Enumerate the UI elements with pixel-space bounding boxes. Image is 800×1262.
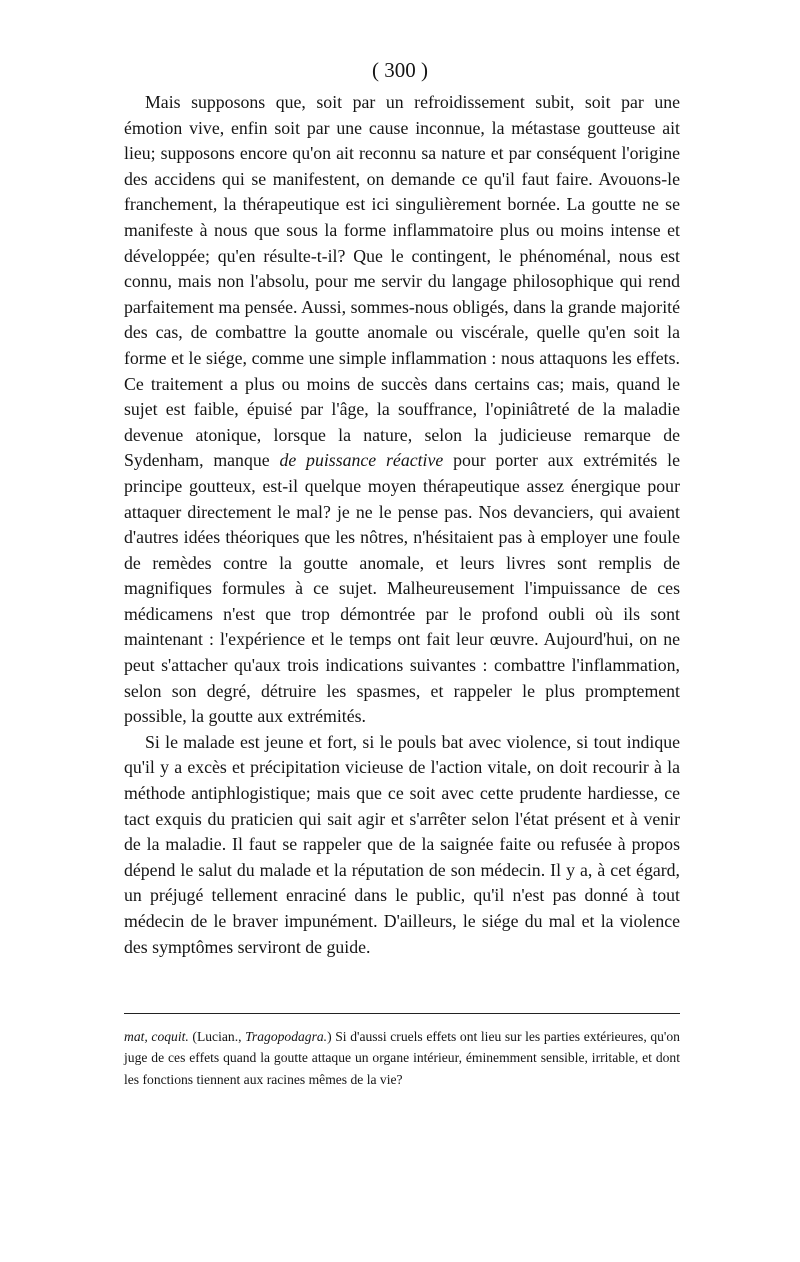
footnote-source-open: (Lucian.,: [192, 1029, 242, 1044]
footnote-source-close: ): [327, 1029, 332, 1044]
page-number: ( 300 ): [372, 58, 428, 82]
paragraph-2: Si le malade est jeune et fort, si le pouls bat avec violence, si tout indique qu'il y a excès et précipitation vicieuse de l'action vitale, on doit recourir à la méthode antiphlogistique; mais que ce soit avec cette prudente hardiesse, ce tact exquis du praticien qui sait agir et s'arrêter selon l'état présent et à venir de la maladie. Il faut se rappeler que de la saignée faite ou refusée à propos dépend le salut du malade et la réputation de son médecin. Il y a, à cet égard, un préjugé tellement enraciné dans le public, qu'il n'est pas donné à tout médecin de le braver impunément. D'ailleurs, le siége du mal et la violence des symptômes serviront de guide.: [124, 731, 680, 957]
paragraph-1-part-b: pour porter aux extrémités le principe goutteux, est-il quelque moyen thérapeutique assez énergique pour attaquer directement le mal? je ne le pense pas. Nos devanciers, qui avaient d'autres idées théoriques que les nôtres, n'hésitaient pas à employer une foule de remèdes contre la goutte anomale, et leurs livres sont remplis de magnifiques formules à ce sujet. Malheureusement l'impuissance de ces médicamens n'est que trop démontrée par le profond oubli où ils sont maintenant : l'expérience et le temps ont fait leur œuvre. Aujourd'hui, on ne peut s'attacher qu'aux trois indications suivantes : combattre l'inflammation, selon son degré, détruire les spasmes, et rappeler le plus promptement possible, la goutte aux extrémités.: [124, 450, 680, 727]
footnote: [124, 1026, 680, 1090]
italic-phrase: de puissance réactive: [279, 450, 444, 471]
paragraph-1: [124, 90, 680, 730]
main-text: [124, 90, 680, 960]
footnote-text: [124, 1026, 680, 1090]
footnote-source-title: Tragopodagra.: [245, 1029, 328, 1044]
footnote-italic-start: mat, coquit.: [124, 1029, 189, 1044]
paragraph-1-part-a: Mais supposons que, soit par un refroidissement subit, soit par une émotion vive, enfin soit par une cause inconnue, la métastase goutteuse ait lieu; supposons encore qu'on ait reconnu sa nature et par conséquent l'origine des accidens qui se manifestent, on demande ce qu'il faut faire. Avouons-le franchement, la thérapeutique est ici singulièrement bornée. La goutte ne se manifeste à nous que sous la forme inflammatoire plus ou moins intense et développée; qu'en résulte-t-il? Que le contingent, le phénoménal, nous est connu, mais non l'absolu, pour me servir du langage philosophique qui rend parfaitement ma pensée. Aussi, sommes-nous obligés, dans la grande majorité des cas, de combattre la goutte anomale ou viscérale, quelle qu'en soit la forme et le siége, comme une simple inflammation : nous attaquons les effets. Ce traitement a plus ou moins de succès dans certains cas; mais, quand le sujet est faible, épuisé par l'âge, la souffrance, l'opiniâtreté de la maladie devenue atonique, lorsque la nature, selon la judicieuse remarque de Sydenham, manque: [124, 92, 680, 471]
footnote-divider: [124, 1013, 680, 1014]
footnote-body: Si d'aussi cruels effets ont lieu sur les parties extérieures, qu'on juge de ces effets quand la goutte attaque un organe intérieur, éminemment sensible, irritable, et dont les fonctions tiennent aux racines mêmes de la vie?: [124, 1029, 680, 1087]
